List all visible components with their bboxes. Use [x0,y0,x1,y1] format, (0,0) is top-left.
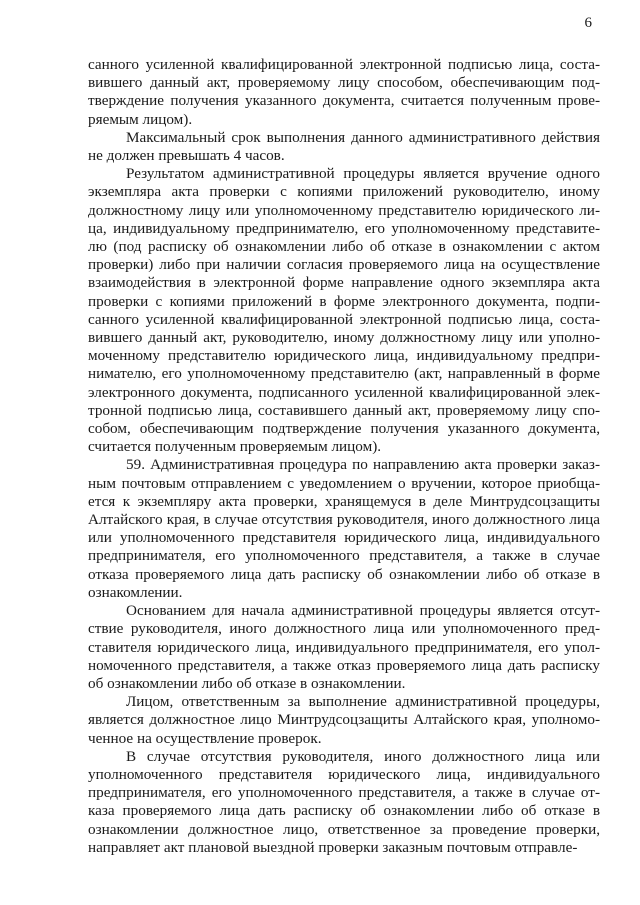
paragraph-5: Основанием для начала административной процедуры является отсутствие руководителя, иного должностного лица или уполномоченного представителя юридического лица, индивидуального предпринимателя, его уполномоченного представителя, а также отказ проверяемого лица дать расписку об ознакомлении либо об отказе в ознакомлении. [88,602,600,692]
paragraph-1: санного усиленной квалифицированной электронной подписью лица, составившего данный акт, проверяемому лицу способом, обеспечивающим подтверждение получения указанного документа, считается полученным проверяемым лицом). [88,56,600,128]
paragraph-3: Результатом административной процедуры является вручение одного экземпляра акта проверки с копиями приложений руководителю, иному должностному лицу или уполномоченному представителю юридического лица, индивидуальному предпринимателю, его уполномоченному представителю (под расписку об ознакомлении либо об отказе в ознакомлении с актом проверки) либо при наличии согласия проверяемого лица на осуществление взаимодействия в электронной форме направление одного экземпляра акта проверки с копиями приложений в форме электронного документа, подписанного усиленной квалифицированной электронной подписью лица, составившего данный акт, руководителю, иному должностному лицу или уполномоченному представителю юридического лица, индивидуальному предпринимателю, его уполномоченному представителю (акт, направленный в форме электронного документа, подписанного усиленной квалифицированной электронной подписью лица, составившего данный акт, проверяемому лицу способом, обеспечивающим подтверждение получения указанного документа, считается полученным проверяемым лицом). [88,165,600,456]
paragraph-4: 59. Административная процедура по направлению акта проверки заказным почтовым отправлением с уведомлением о вручении, которое приобщается к экземпляру акта проверки, хранящемуся в деле Минтрудсоцзащиты Алтайского края, в случае отсутствия руководителя, иного должностного лица или уполномоченного представителя юридического лица, индивидуального предпринимателя, его уполномоченного представителя, а также в случае отказа проверяемого лица дать расписку об ознакомлении либо об отказе в ознакомлении. [88,456,600,601]
paragraph-2: Максимальный срок выполнения данного административного действия не должен превышать 4 часов. [88,128,600,165]
paragraph-7: В случае отсутствия руководителя, иного должностного лица или уполномоченного представителя юридического лица, индивидуального предпринимателя, его уполномоченного представителя, а также в случае отказа проверяемого лица дать расписку об ознакомлении либо об отказе в ознакомлении должностное лицо, ответственное за проведение проверки, направляет акт плановой выездной проверки заказным почтовым отправле- [88,747,600,856]
page-number: 6 [584,15,592,31]
document-body [88,56,600,857]
paragraph-6: Лицом, ответственным за выполнение административной процедуры, является должностное лицо Минтрудсоцзащиты Алтайского края, уполномоченное на осуществление проверок. [88,693,600,747]
